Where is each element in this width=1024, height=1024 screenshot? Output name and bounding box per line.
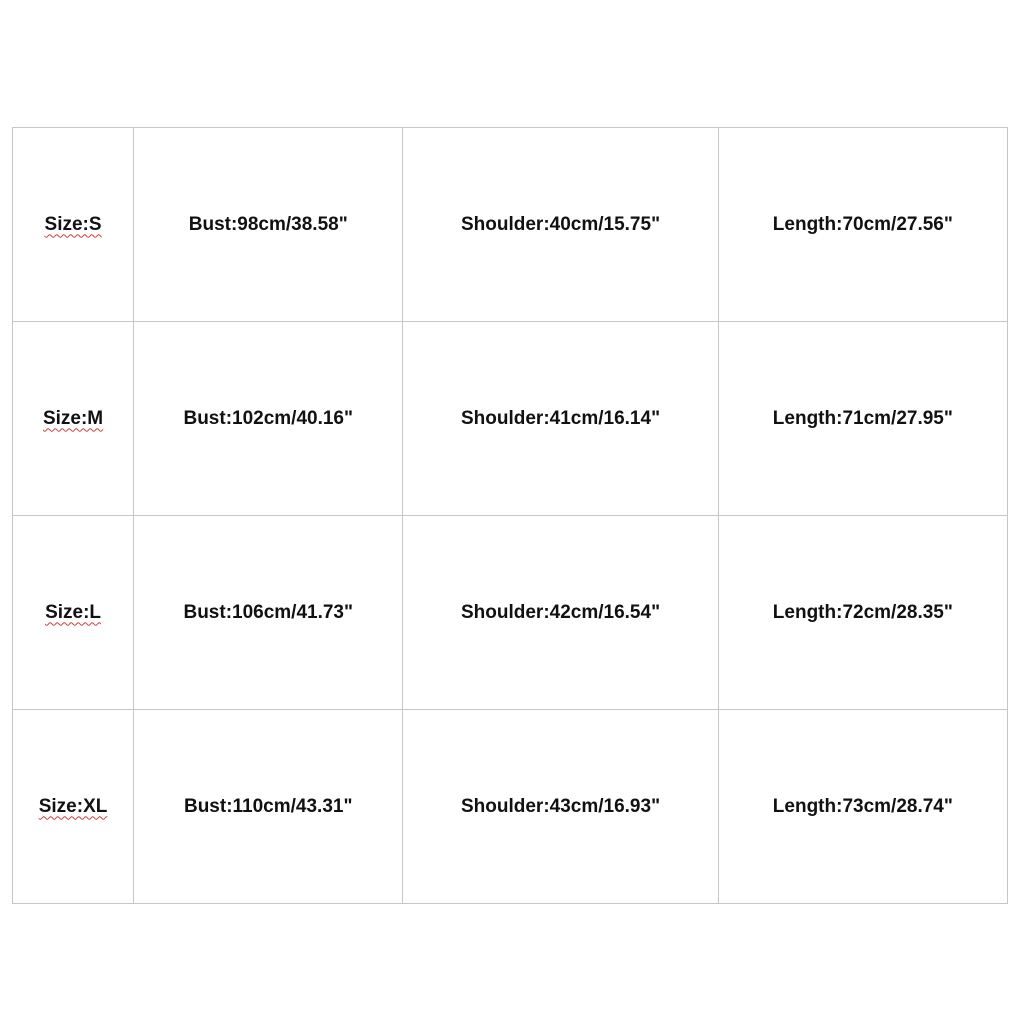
bust-cell: Bust:106cm/41.73" [134, 516, 403, 710]
length-cell: Length:71cm/27.95" [718, 322, 1007, 516]
size-cell [13, 128, 134, 322]
length-cell: Length:72cm/28.35" [718, 516, 1007, 710]
size-label: Size:S [44, 213, 102, 235]
bust-cell: Bust:110cm/43.31" [134, 710, 403, 904]
table-row [13, 710, 1008, 904]
size-label: Size:M [42, 407, 104, 429]
shoulder-cell: Shoulder:42cm/16.54" [403, 516, 718, 710]
length-cell: Length:70cm/27.56" [718, 128, 1007, 322]
shoulder-cell: Shoulder:43cm/16.93" [403, 710, 718, 904]
size-cell [13, 516, 134, 710]
size-chart-table [12, 127, 1008, 904]
size-label: Size:XL [38, 795, 108, 817]
shoulder-cell: Shoulder:40cm/15.75" [403, 128, 718, 322]
table-row [13, 128, 1008, 322]
length-cell: Length:73cm/28.74" [718, 710, 1007, 904]
bust-cell: Bust:98cm/38.58" [134, 128, 403, 322]
table-row [13, 322, 1008, 516]
size-label: Size:L [45, 601, 102, 623]
shoulder-cell: Shoulder:41cm/16.14" [403, 322, 718, 516]
table-row [13, 516, 1008, 710]
bust-cell: Bust:102cm/40.16" [134, 322, 403, 516]
size-cell [13, 710, 134, 904]
size-cell [13, 322, 134, 516]
